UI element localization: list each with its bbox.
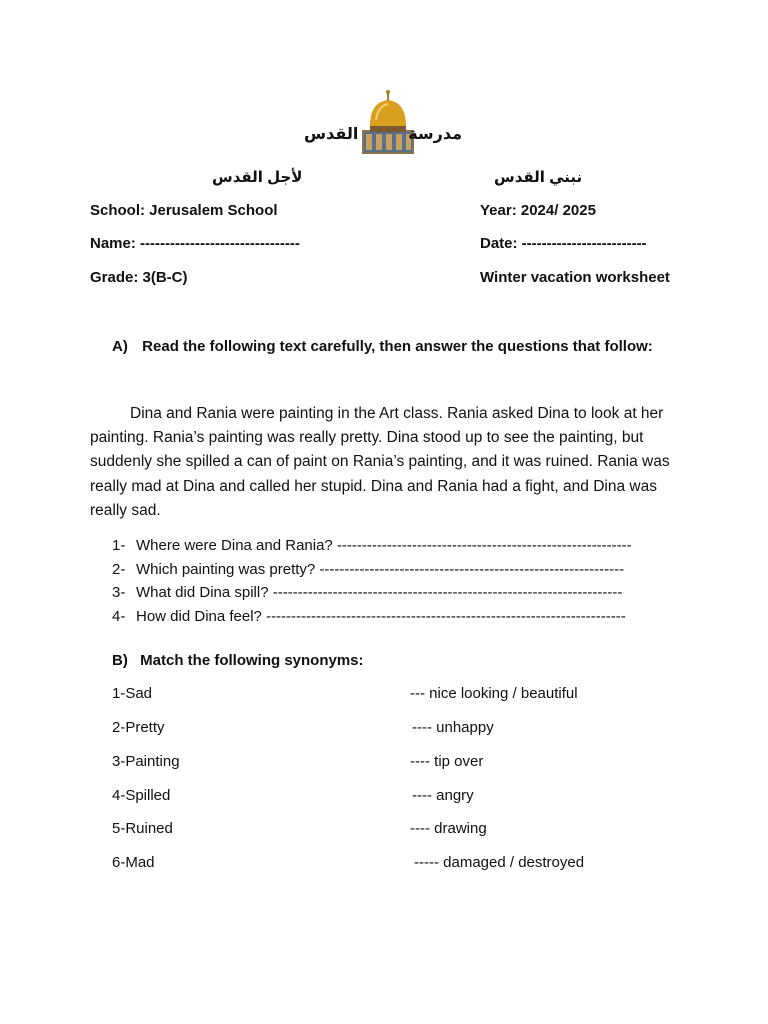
- synonym-match: ---- drawing: [410, 820, 487, 837]
- dome-icon: [358, 88, 418, 158]
- section-a-heading: [112, 338, 653, 355]
- question-number: 3-: [112, 584, 126, 601]
- reading-passage: Dina and Rania were painting in the Art class. Rania asked Dina to look at her painting. Rania’s painting was really pretty. Dina stood up to see the painting, but suddenly she spilled a can of paint on Rania’s painting, and it was ruined. Rania was really mad at Dina and called her stupid. Dina and Rania had a fight, and Dina was really sad.: [90, 405, 670, 519]
- school-field: School: Jerusalem School: [90, 202, 278, 219]
- slogan-right: نبني القدس: [494, 169, 583, 186]
- synonym-word: 6-Mad: [112, 854, 155, 871]
- question-text: How did Dina feel? ------------------------------------------------------------------------: [136, 607, 626, 625]
- synonym-match: --- nice looking / beautiful: [410, 685, 578, 702]
- section-a-instruction: Read the following text carefully, then answer the questions that follow:: [142, 338, 653, 355]
- question-text: Which painting was pretty? -------------------------------------------------------------: [136, 560, 625, 578]
- worksheet-title: Winter vacation worksheet: [480, 269, 670, 286]
- question-text: What did Dina spill? ----------------------------------------------------------------------: [136, 584, 623, 601]
- synonym-word: 5-Ruined: [112, 820, 173, 837]
- synonym-match: ----- damaged / destroyed: [414, 854, 585, 871]
- synonym-match: ---- tip over: [410, 753, 484, 770]
- section-b-instruction: Match the following synonyms:: [140, 652, 364, 669]
- question-item: [112, 605, 692, 629]
- year-field: Year: 2024/ 2025: [480, 202, 596, 219]
- synonym-word: 4-Spilled: [112, 787, 171, 804]
- question-list: [112, 534, 692, 628]
- question-number: 4-: [112, 607, 126, 625]
- section-a-label: A): [112, 338, 128, 355]
- synonym-word: 2-Pretty: [112, 719, 165, 736]
- synonym-word: 1-Sad: [112, 685, 153, 702]
- question-item: [112, 581, 692, 605]
- date-field: Date: -------------------------: [480, 235, 647, 252]
- section-b-label: B): [112, 652, 128, 669]
- grade-field: Grade: 3(B-C): [90, 269, 188, 286]
- question-item: [112, 558, 692, 582]
- question-item: [112, 534, 692, 558]
- synonym-word: 3-Painting: [112, 753, 180, 770]
- school-emblem: [290, 88, 470, 160]
- question-number: 2-: [112, 560, 126, 578]
- name-field: Name: --------------------------------: [90, 235, 300, 252]
- question-text: Where were Dina and Rania? -----------------------------------------------------------: [136, 537, 632, 554]
- emblem-word-madrasa: مدرسة: [408, 126, 462, 143]
- synonym-match: ---- unhappy: [412, 719, 494, 736]
- section-b-heading: [112, 652, 364, 669]
- synonym-match: ---- angry: [412, 787, 474, 804]
- question-number: 1-: [112, 537, 126, 554]
- emblem-word-quds: القدس: [304, 126, 359, 143]
- slogan-left: لأجل القدس: [212, 169, 303, 186]
